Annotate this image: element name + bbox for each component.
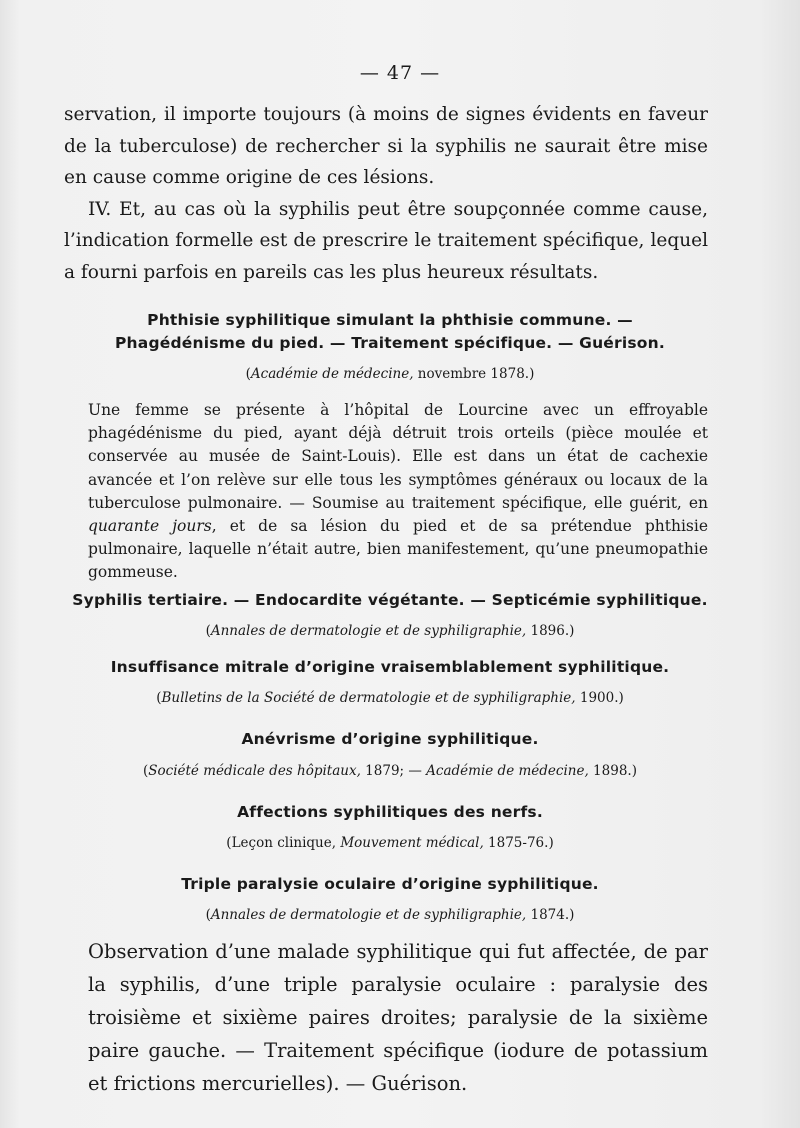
section-6-source-journal: Annales de dermatologie et de syphiligraphie,: [210, 907, 527, 923]
section-4-source-journal-2: Académie de médecine,: [426, 763, 589, 779]
section-5-source: (Leçon clinique, Mouvement médical, 1875-76.): [226, 835, 554, 851]
section-6-source-date: 1874.: [526, 907, 570, 923]
section-3-source-date: 1900.: [575, 690, 619, 706]
section-1-source-journal: Académie de médecine,: [250, 366, 414, 382]
intro-paragraph-1: servation, il importe toujours (à moins de signes évidents en faveur de la tuberculose) de rechercher si la syphilis ne saurait être mise en cause comme origine de ces lésions.: [64, 104, 708, 188]
section-1-observation-italic: quarante jours: [88, 517, 212, 536]
section-1-title: Phthisie syphilitique simulant la phthisie commune. — Phagédénisme du pied. — Traitement spécifique. — Guérison.: [115, 311, 665, 352]
intro-paragraph-2: IV. Et, au cas où la syphilis peut être soupçonnée comme cause, l’indication formelle est de prescrire le traitement spécifique, lequel a fourni parfois en pareils cas les plus heureux résultats.: [64, 198, 708, 283]
section-2-title: Syphilis tertiaire. — Endocardite végétante. — Septicémie syphilitique.: [72, 591, 708, 609]
section-3-title: Insuffisance mitrale d’origine vraisemblablement syphilitique.: [110, 658, 670, 676]
section-5-title: Affections syphilitiques des nerfs.: [237, 803, 543, 821]
section-5-source-start: Leçon clinique,: [231, 835, 341, 851]
section-6-observation: Observation d’une malade syphilitique qui fut affectée, de par la syphilis, d’une triple paralysie oculaire : paralysie des troisième et sixième paires droites; paralysie de la sixième paire gauche. — Traitement spécifique (iodure de potassium et frictions mercurielles). — Guérison.: [88, 940, 708, 1095]
section-5-source-date: 1875-76.: [483, 835, 549, 851]
section-4-title: Anévrisme d’origine syphilitique.: [241, 730, 539, 748]
page-number: — 47 —: [359, 62, 441, 84]
section-3-source-journal: Bulletins de la Société de dermatologie et de syphiligraphie,: [161, 690, 576, 706]
section-1-source-date: novembre 1878.: [413, 366, 530, 382]
section-4-source: (Société médicale des hôpitaux, 1879; — Académie de médecine, 1898.): [142, 763, 637, 779]
section-1-source: (Académie de médecine, novembre 1878.): [245, 366, 535, 382]
section-2-source-date: 1896.: [526, 623, 570, 639]
section-2-source-journal: Annales de dermatologie et de syphiligraphie,: [210, 623, 527, 639]
intro-text: [64, 99, 708, 288]
section-6-title: Triple paralysie oculaire d’origine syphilitique.: [181, 875, 599, 893]
section-1-observation-end: , et de sa lésion du pied et de sa prétendue phthisie pulmonaire, laquelle n’était autre, bien manifestement, qu’une pneumopathie gommeuse.: [88, 517, 709, 582]
section-3-source: (Bulletins de la Société de dermatologie et de syphiligraphie, 1900.): [156, 690, 624, 706]
section-6-source: (Annales de dermatologie et de syphiligraphie, 1874.): [205, 907, 575, 923]
section-5-source-journal: Mouvement médical,: [340, 835, 484, 851]
section-4-source-journal-1: Société médicale des hôpitaux,: [148, 763, 361, 779]
section-4-source-date: 1898.: [588, 763, 632, 779]
section-1-observation: [88, 399, 708, 585]
section-4-source-mid: 1879; —: [360, 763, 427, 779]
section-1-observation-text: Une femme se présente à l’hôpital de Lourcine avec un effroyable phagédénisme du pied, ayant déjà détruit trois orteils (pièce moulée et conservée au musée de Saint-Louis). Elle est dans un état de cachexie avancée et l’on relève sur elle tous les symptômes généraux ou locaux de la tuberculose pulmonaire. — Soumise au traitement spécifique, elle guérit, en: [88, 401, 708, 512]
section-2-source: (Annales de dermatologie et de syphiligraphie, 1896.): [205, 623, 575, 639]
